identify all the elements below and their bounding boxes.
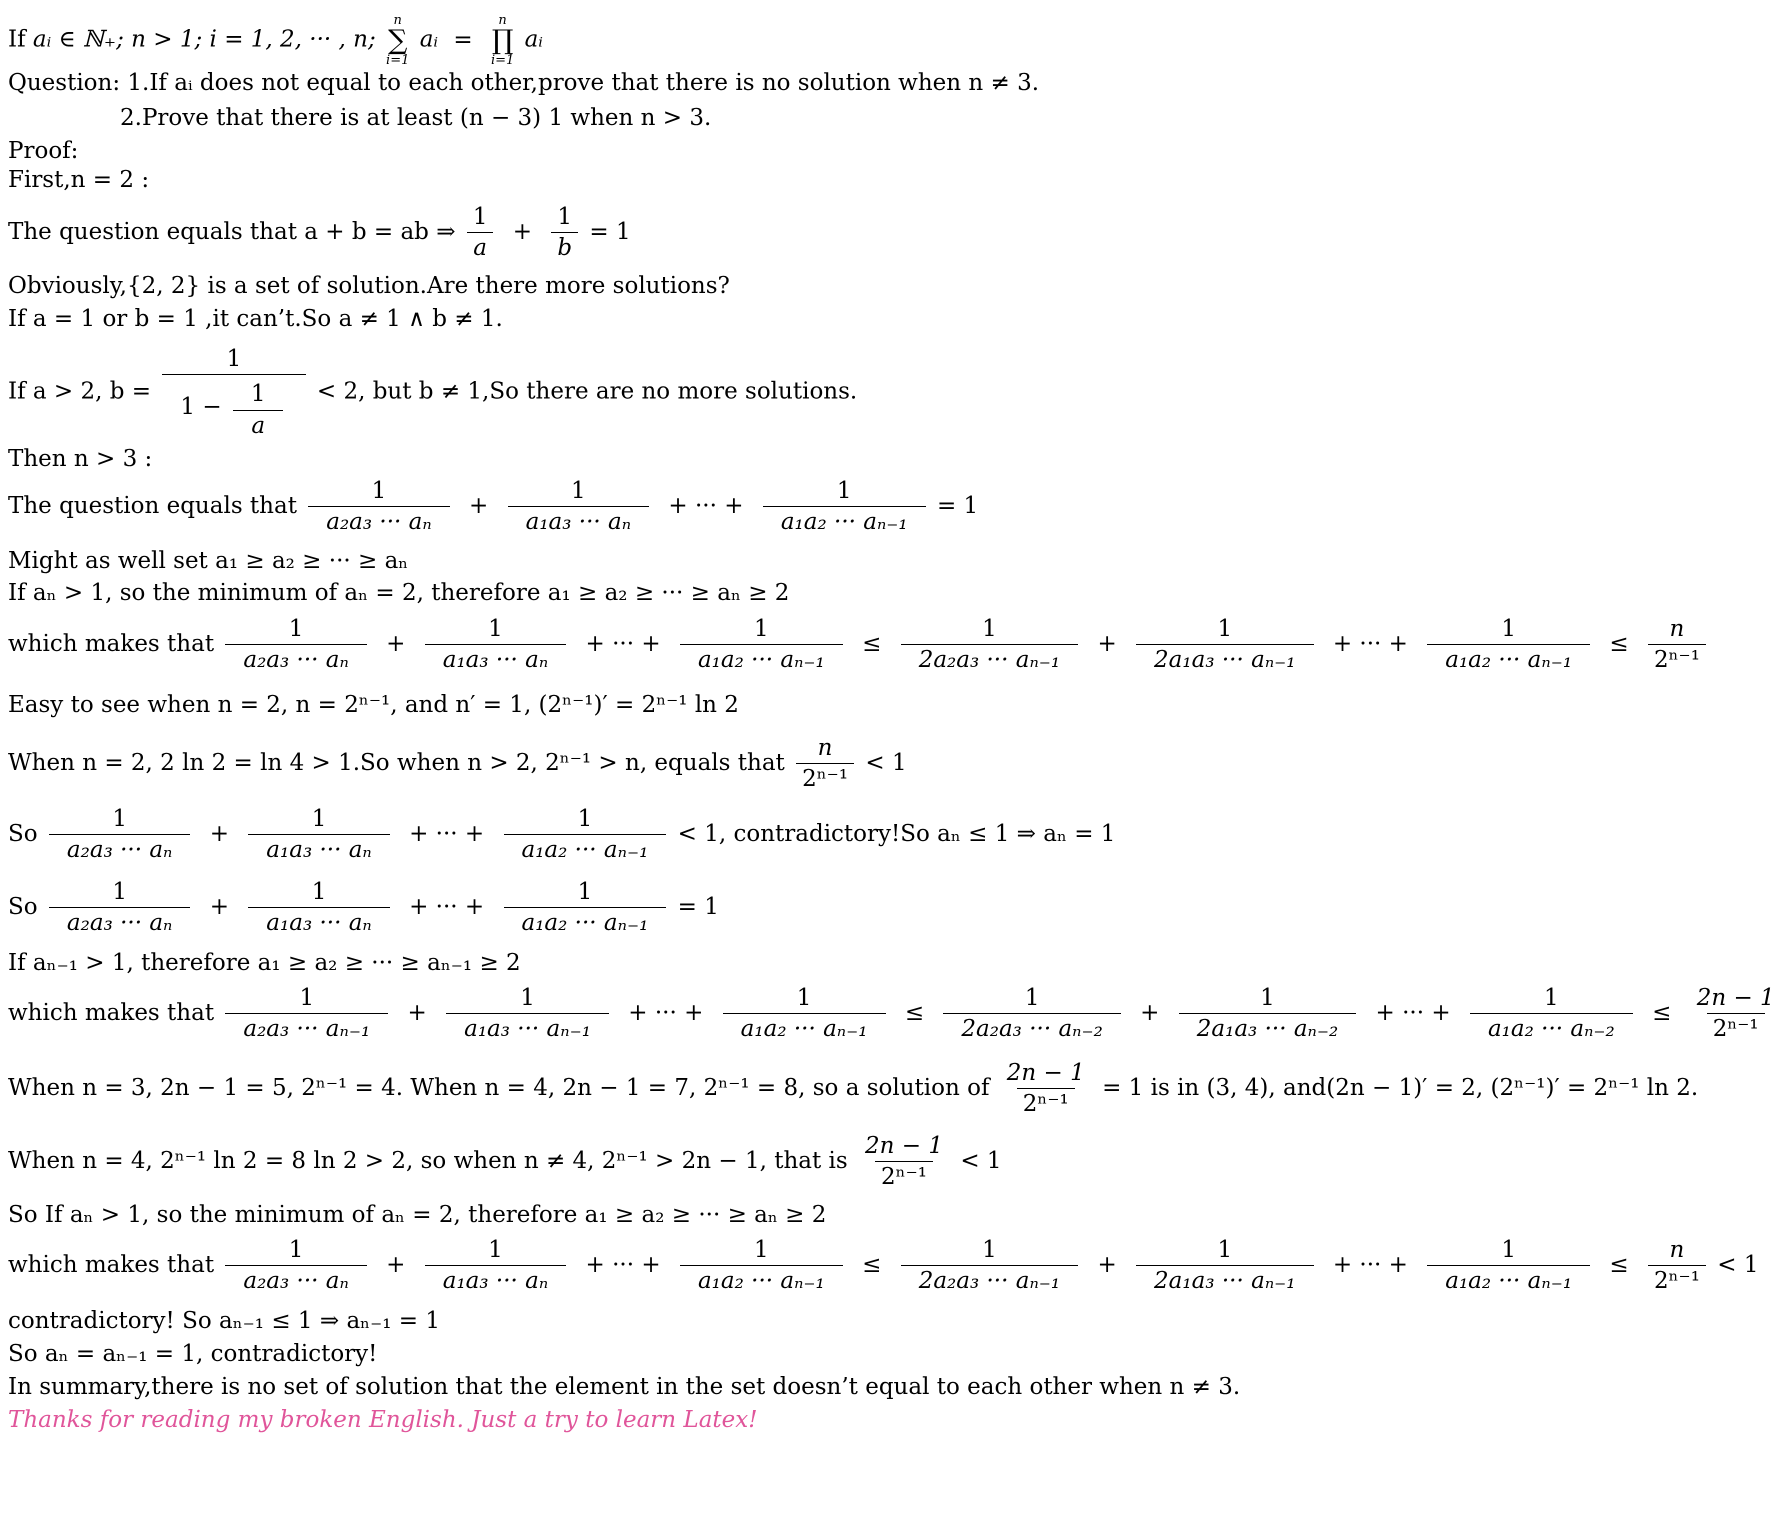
proof-document xyxy=(8,0,1775,1540)
equation-n2: The question equals that a + b = ab ⇒ $\frac{1}{a}$ + $\frac{1}{b}$ = 1 xyxy=(8,204,631,262)
equation-general: The question equals that $\frac{1}{\text{a₂a₃ ··· aₙ}}$ + $\frac{1}{\text{a₁a₃ ··· aₙ}}$ + ··· + $\frac{1}{\text{a₁a₂ ··· aₙ₋₁}}$ = 1 xyxy=(8,478,979,536)
question-2: 2.Prove that there is at least (n − 3) 1 when n > 3. xyxy=(120,105,712,131)
case-n-2: First,n = 2 : xyxy=(8,167,150,193)
summary: In summary,there is no set of solution that the element in the set doesn’t equal to each other when n ≠ 3. xyxy=(8,1374,1241,1400)
inequality-1: which makes that $\frac{1}{\text{a₂a₃ ··· aₙ}}$ + $\frac{1}{\text{a₁a₃ ··· aₙ}}$ + ··· + $\frac{1}{\text{a₁a₂ ··· aₙ₋₁}}$ ≤ $\frac{1}{\text{2a₂a₃ ··· aₙ₋₁}}$ + $\frac{1}{\text{2a₁a₃ ··· aₙ₋₁}}$ + ··· + $\frac{1}{\text{a₁a₂ ··· aₙ₋₁}}$ ≤ $\frac{n}{\text{2ⁿ⁻¹}}$ xyxy=(8,616,1710,674)
sum-operator: n ∑ i=1 xyxy=(386,13,410,68)
case-an1-gt-1: If aₙ₋₁ > 1, therefore a₁ ≥ a₂ ≥ ··· ≥ aₙ₋₁ ≥ 2 xyxy=(8,950,521,976)
product-operator: n ∏ i=1 xyxy=(490,13,515,68)
contradiction-1: So $\frac{1}{\text{a₂a₃ ··· aₙ}}$ + $\frac{1}{\text{a₁a₃ ··· aₙ}}$ + ··· + $\frac{1}{\text{a₁a₂ ··· aₙ₋₁}}$ < 1, contradictory!So aₙ ≤ 1 ⇒ aₙ = 1 xyxy=(8,806,1116,864)
if-word: If xyxy=(8,26,26,53)
growth-comparison-2: When n = 4, 2ⁿ⁻¹ ln 2 = 8 ln 2 > 2, so when n ≠ 4, 2ⁿ⁻¹ > 2n − 1, that is $\frac{2n - 1}{\text{2ⁿ⁻¹}}$ < 1 xyxy=(8,1133,1002,1191)
ordering-assumption: Might as well set a₁ ≥ a₂ ≥ ··· ≥ aₙ xyxy=(8,548,409,574)
final-contradiction: So aₙ = aₙ₋₁ = 1, contradictory! xyxy=(8,1341,378,1367)
fraction-b: 1 1 − $\frac{1}{a}$ xyxy=(162,346,305,439)
inequality-3: which makes that $\frac{1}{\text{a₂a₃ ··· aₙ}}$ + $\frac{1}{\text{a₁a₃ ··· aₙ}}$ + ··· + $\frac{1}{\text{a₁a₂ ··· aₙ₋₁}}$ ≤ $\frac{1}{\text{2a₂a₃ ··· aₙ₋₁}}$ + $\frac{1}{\text{2a₁a₃ ··· aₙ₋₁}}$ + ··· + $\frac{1}{\text{a₁a₂ ··· aₙ₋₁}}$ ≤ $\frac{n}{\text{2ⁿ⁻¹}}$ < 1 xyxy=(8,1237,1759,1295)
obvious-solution: Obviously,{2, 2} is a set of solution.Are there more solutions? xyxy=(8,273,730,299)
derivative-note: Easy to see when n = 2, n = 2ⁿ⁻¹, and n′ = 1, (2ⁿ⁻¹)′ = 2ⁿ⁻¹ ln 2 xyxy=(8,692,739,718)
closing-note: Thanks for reading my broken English. Just a try to learn Latex! xyxy=(8,1407,758,1433)
question-1: Question: 1.If aᵢ does not equal to each other,prove that there is no solution when n ≠ 3. xyxy=(8,70,1040,96)
inequality-2: which makes that $\frac{1}{\text{a₂a₃ ··· aₙ₋₁}}$ + $\frac{1}{\text{a₁a₃ ··· aₙ₋₁}}$ + ··· + $\frac{1}{\text{a₁a₂ ··· aₙ₋₁}}$ ≤ $\frac{1}{\text{2a₂a₃ ··· aₙ₋₂}}$ + $\frac{1}{\text{2a₁a₃ ··· aₙ₋₂}}$ + ··· + $\frac{1}{\text{a₁a₂ ··· aₙ₋₂}}$ ≤ $\frac{2n - 1}{\text{2ⁿ⁻¹}}$ xyxy=(8,985,1775,1043)
root-interval: When n = 3, 2n − 1 = 5, 2ⁿ⁻¹ = 4. When n = 4, 2n − 1 = 7, 2ⁿ⁻¹ = 8, so a solution of $\frac{2n - 1}{\text{2ⁿ⁻¹}}$ = 1 is in (3, 4), and(2n − 1)′ = 2, (2ⁿ⁻¹)′ = 2ⁿ⁻¹ ln 2. xyxy=(8,1060,1699,1118)
case-an-gt-1: If aₙ > 1, so the minimum of aₙ = 2, therefore a₁ ≥ a₂ ≥ ··· ≥ aₙ ≥ 2 xyxy=(8,580,790,606)
case-an-gt-1-again: So If aₙ > 1, so the minimum of aₙ = 2, therefore a₁ ≥ a₂ ≥ ··· ≥ aₙ ≥ 2 xyxy=(8,1202,827,1228)
condition-text: aᵢ ∈ ℕ₊; n > 1; i = 1, 2, ··· , n; xyxy=(32,26,376,53)
proof-label: Proof: xyxy=(8,138,79,164)
case-a-1: If a = 1 or b = 1 ,it can’t.So a ≠ 1 ∧ b ≠ 1. xyxy=(8,306,503,332)
fraction-1-b: $\frac{1}{b}$ xyxy=(551,204,578,262)
case-n-gt-3: Then n > 3 : xyxy=(8,446,153,472)
problem-statement: If aᵢ ∈ ℕ₊; n > 1; i = 1, 2, ··· , n; n ∑ i=1 aᵢ = n ∏ i=1 aᵢ xyxy=(8,13,543,68)
contradiction-2: contradictory! So aₙ₋₁ ≤ 1 ⇒ aₙ₋₁ = 1 xyxy=(8,1308,440,1334)
case-a-gt-2: If a > 2, b = 1 1 − $\frac{1}{a}$ < 2, but b ≠ 1,So there are no more solutions. xyxy=(8,346,858,439)
fraction-1-a: $\frac{1}{a}$ xyxy=(467,204,494,262)
growth-comparison: When n = 2, 2 ln 2 = ln 4 > 1.So when n > 2, 2ⁿ⁻¹ > n, equals that $\frac{n}{\text{2ⁿ⁻¹}}$ < 1 xyxy=(8,735,907,793)
equation-restated: So $\frac{1}{\text{a₂a₃ ··· aₙ}}$ + $\frac{1}{\text{a₁a₃ ··· aₙ}}$ + ··· + $\frac{1}{\text{a₁a₂ ··· aₙ₋₁}}$ = 1 xyxy=(8,879,719,937)
